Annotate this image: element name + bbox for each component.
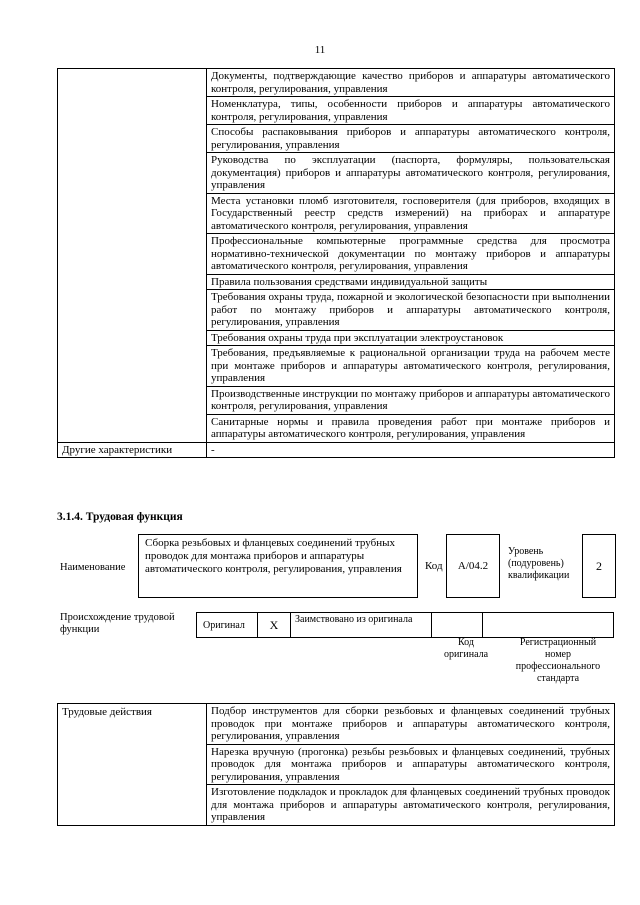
borrowed-label-cell: Заимствовано из оригинала <box>290 612 432 638</box>
labor-actions-table <box>57 703 615 826</box>
table-cell: Требования охраны труда, пожарной и экологической безопасности при выполнении работ по монтажу приборов и аппаратуры автоматического контроля, регулирования, управления <box>207 290 615 331</box>
function-name-box: Сборка резьбовых и фланцевых соединений трубных проводок для монтажа приборов и аппаратуры автоматического контроля, регулирования, управления <box>138 534 418 598</box>
code-label: Код <box>425 560 443 572</box>
original-label-cell: Оригинал <box>196 612 258 638</box>
table-cell: Руководства по эксплуатации (паспорта, формуляры, пользовательская документация) приборов и аппаратуры автоматического контроля, регулирования, управления <box>207 153 615 194</box>
table-cell: Профессиональные компьютерные программные средства для просмотра нормативно-технической документации по монтажу приборов и аппаратуры автоматического контроля, регулирования, управления <box>207 234 615 275</box>
table-cell: Требования охраны труда при эксплуатации электроустановок <box>207 330 615 346</box>
code-value-box: А/04.2 <box>446 534 500 598</box>
table-row <box>58 442 615 458</box>
table-cell: Способы распаковывания приборов и аппаратуры автоматического контроля, регулирования, управления <box>207 125 615 153</box>
reg-number-label: Регистрационный номер профессионального стандарта <box>515 637 601 684</box>
table-cell: Подбор инструментов для сборки резьбовых и фланцевых соединений трубных проводок при монтаже приборов и аппаратуры автоматического контроля, регулирования, управления <box>207 704 615 745</box>
table-cell: Санитарные нормы и правила проведения работ при монтаже приборов и аппаратуры автоматического контроля, регулирования, управления <box>207 414 615 442</box>
level-label: Уровень (подуровень) квалификации <box>508 546 570 581</box>
name-label: Наименование <box>60 562 126 573</box>
origin-label: Происхождение трудовой функции <box>60 612 175 635</box>
table-row <box>58 704 615 745</box>
table-cell: Места установки пломб изготовителя, госповерителя (для приборов, входящих в Государственный реестр средств измерений) на приборах и аппаратуре автоматического контроля, регулирования, управления <box>207 193 615 234</box>
page-number: 11 <box>314 44 326 56</box>
table-cell: Производственные инструкции по монтажу приборов и аппаратуры автоматического контроля, регулирования, управления <box>207 386 615 414</box>
table-cell: Документы, подтверждающие качество приборов и аппаратуры автоматического контроля, регулирования, управления <box>207 69 615 97</box>
level-value-box: 2 <box>582 534 616 598</box>
table-cell: Правила пользования средствами индивидуальной защиты <box>207 274 615 290</box>
origin-row <box>196 612 614 638</box>
original-mark-cell: X <box>257 612 291 638</box>
knowledge-table <box>57 68 615 458</box>
code-original-cell <box>431 612 483 638</box>
table-row <box>58 69 615 97</box>
reg-number-cell <box>482 612 614 638</box>
labor-actions-label: Трудовые действия <box>58 704 207 826</box>
table-cell: Нарезка вручную (прогонка) резьбы резьбовых и фланцевых соединений, трубных проводок для монтажа приборов и аппаратуры автоматического контроля, регулирования, управления <box>207 744 615 785</box>
other-characteristics-label: Другие характеристики <box>58 442 207 458</box>
section-title: 3.1.4. Трудовая функция <box>57 511 183 523</box>
table-cell: Номенклатура, типы, особенности приборов и аппаратуры автоматического контроля, регулирования, управления <box>207 97 615 125</box>
table-cell: Изготовление подкладок и прокладок для фланцевых соединений трубных проводок для монтажа приборов и аппаратуры автоматического контроля, регулирования, управления <box>207 785 615 826</box>
other-characteristics-value: - <box>207 442 615 458</box>
code-original-label: Код оригинала <box>443 637 489 660</box>
table-cell: Требования, предъявляемые к рациональной организации труда на рабочем месте при монтаже приборов и аппаратуры автоматического контроля, регулирования, управления <box>207 346 615 387</box>
knowledge-label-cell <box>58 69 207 443</box>
